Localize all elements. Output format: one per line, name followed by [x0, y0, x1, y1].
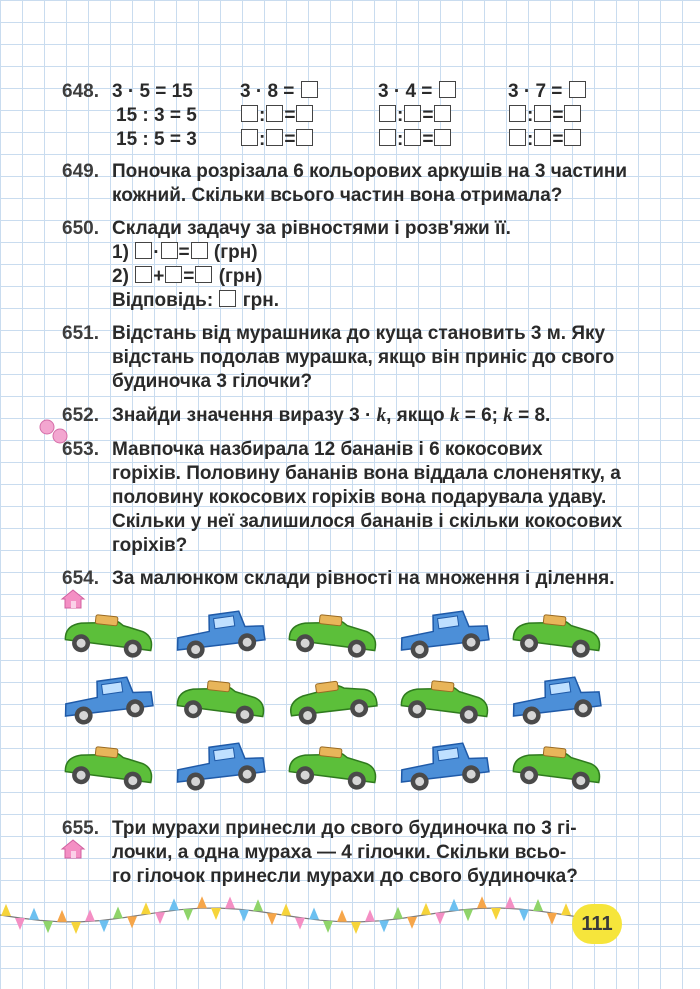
garland-flag [239, 910, 249, 922]
green-car-icon [288, 744, 378, 792]
garland-flag [169, 898, 179, 910]
garland-flag [561, 903, 571, 915]
green-car-icon [288, 612, 378, 660]
equation: 15 : 3 = 5 [116, 105, 197, 126]
garland-flag [407, 917, 417, 929]
green-car-icon [64, 612, 154, 660]
unit-label: грн. [242, 290, 280, 311]
eq-sign: = [284, 105, 296, 126]
garland-flag [337, 910, 347, 922]
garland-flag [141, 902, 151, 914]
garland-flag [57, 910, 67, 922]
eq-sign: = [178, 242, 190, 263]
answer-box[interactable] [564, 129, 581, 146]
task-intro: Склади задачу за рівностями і розв'яжи її. [112, 218, 511, 239]
answer-box[interactable] [241, 129, 258, 146]
answer-box[interactable] [296, 105, 313, 122]
garland-flag [393, 907, 403, 919]
answer-box[interactable] [195, 266, 212, 283]
equation: 15 : 5 = 3 [116, 129, 197, 150]
garland-flag [463, 909, 473, 921]
exercise-number: 655. [62, 818, 99, 839]
garland-flag [379, 920, 389, 932]
text-line: будиночка 3 гілочки? [112, 371, 313, 392]
div-sign: : [527, 129, 534, 150]
garland-flag [155, 912, 165, 924]
exercise-number: 651. [62, 323, 99, 344]
answer-box[interactable] [266, 105, 283, 122]
blue-car-icon [397, 740, 490, 793]
equation-row-1 [112, 241, 511, 265]
text-line: Скільки у неї залишилося бананів і скільки кокосових [112, 511, 623, 532]
text-line: лочки, а одна мураха — 4 гілочки. Скільки всьо- [112, 842, 567, 863]
div-sign: : [259, 129, 266, 150]
task-text: За малюнком склади рівності на множення і ділення. [112, 568, 615, 589]
garland-flag [491, 908, 501, 920]
garland-flag [309, 908, 319, 920]
equation: 3 · 4 = [378, 81, 433, 102]
exercise-number: 654. [62, 568, 99, 589]
answer-box[interactable] [241, 105, 258, 122]
eq-column-4 [508, 80, 587, 152]
plus-sign: + [153, 266, 165, 287]
garland-flag [547, 913, 557, 925]
eq-column-1 [112, 80, 197, 152]
garland-flag [421, 903, 431, 915]
garland-flag [113, 907, 123, 919]
answer-label: Відповідь: [112, 290, 214, 311]
answer-box[interactable] [135, 242, 152, 259]
text-line: кожний. Скільки всього частин вона отримала? [112, 185, 563, 206]
answer-box[interactable] [379, 129, 396, 146]
garland-flag [43, 921, 53, 933]
eq-sign: = [183, 266, 195, 287]
green-car-icon [64, 744, 154, 792]
garland-flag [99, 920, 109, 932]
garland-flag [281, 904, 291, 916]
flag-garland-decoration [0, 895, 580, 945]
equation: 3 · 5 = 15 [112, 81, 193, 102]
blue-car-icon [173, 740, 266, 793]
garland-flag [323, 921, 333, 933]
answer-box[interactable] [434, 105, 451, 122]
div-sign: : [397, 129, 404, 150]
unit-label: (грн) [213, 242, 258, 263]
garland-flag [71, 922, 81, 934]
garland-flag [533, 899, 543, 911]
div-sign: : [527, 105, 534, 126]
text-line: Три мурахи принесли до свого будиночка по 3 гі- [112, 818, 577, 839]
exercise-number: 652. [62, 405, 99, 426]
answer-row [112, 289, 511, 313]
garland-flag [477, 896, 487, 908]
green-car-icon [512, 612, 602, 660]
green-car-icon [400, 678, 490, 726]
green-car-icon [176, 678, 266, 726]
answer-box[interactable] [191, 242, 208, 259]
eq-sign: = [552, 129, 564, 150]
answer-box[interactable] [569, 81, 586, 98]
exercise-number: 653. [62, 439, 99, 460]
cars-picture [58, 604, 618, 802]
task-text: = 6; [464, 405, 499, 426]
answer-box[interactable] [534, 105, 551, 122]
garland-flag [435, 913, 445, 925]
blue-car-icon [173, 608, 266, 661]
answer-box[interactable] [379, 105, 396, 122]
answer-box[interactable] [296, 129, 313, 146]
task-text: , якщо [386, 405, 445, 426]
equation: 3 · 8 = [240, 81, 295, 102]
answer-box[interactable] [534, 129, 551, 146]
garland-flag [505, 896, 515, 908]
garland-flag [253, 899, 263, 911]
variable-k: k [449, 405, 460, 426]
answer-box[interactable] [509, 105, 526, 122]
text-line: горіхів. Половину бананів вона віддала слоненятку, а [112, 463, 621, 484]
text-line: відстань подолав мурашка, якщо він приніс до свого [112, 347, 615, 368]
garland-flag [211, 908, 221, 920]
eq-column-2 [240, 80, 319, 152]
answer-box[interactable] [564, 105, 581, 122]
garland-flag [295, 918, 305, 930]
equation-row-2 [112, 265, 511, 289]
text-line: Поночка розрізала 6 кольорових аркушів на 3 частини [112, 161, 628, 182]
blue-car-icon [61, 674, 154, 727]
exercise-number: 649. [62, 161, 99, 182]
blue-car-icon [509, 674, 602, 727]
variable-k: k [376, 405, 387, 426]
blue-car-icon [397, 608, 490, 661]
text-line: Мавпочка назбирала 12 бананів і 6 кокосових [112, 439, 543, 460]
answer-box[interactable] [165, 266, 182, 283]
exercise-number: 648. [62, 81, 99, 102]
garland-flag [197, 896, 207, 908]
garland-flag [351, 922, 361, 934]
variable-k: k [503, 405, 513, 426]
answer-box[interactable] [404, 129, 421, 146]
text-line: го гілочок принесли мурахи до свого будиночка? [112, 866, 578, 887]
div-sign: : [397, 105, 404, 126]
eq-sign: = [284, 129, 296, 150]
page-number: 111 [572, 904, 622, 944]
garland-flag [1, 904, 11, 916]
garland-flag [183, 909, 193, 921]
answer-box[interactable] [266, 129, 283, 146]
task-text: Знайди значення виразу 3 · [112, 405, 372, 426]
answer-box[interactable] [301, 81, 318, 98]
div-sign: : [259, 105, 266, 126]
garland-flag [29, 908, 39, 920]
garland-flag [519, 909, 529, 921]
answer-box[interactable] [219, 290, 236, 307]
text-line: горіхів? [112, 535, 188, 556]
mul-sign: · [153, 242, 160, 263]
exercise-number: 650. [62, 218, 99, 239]
exercise-648 [62, 80, 622, 156]
task-text: = 8. [518, 405, 551, 426]
answer-box[interactable] [404, 105, 421, 122]
garland-flag [365, 910, 375, 922]
unit-label: (грн) [218, 266, 263, 287]
garland-flag [85, 909, 95, 921]
row-prefix: 1) [112, 242, 129, 263]
green-car-icon [287, 676, 378, 727]
garland-flag [267, 913, 277, 925]
answer-box[interactable] [509, 129, 526, 146]
garland-flag [225, 897, 235, 909]
eq-sign: = [422, 105, 434, 126]
garland-flag [15, 918, 25, 930]
garland-flag [449, 899, 459, 911]
eq-sign: = [422, 129, 434, 150]
text-line: Відстань від мурашника до куща становить 3 м. Яку [112, 323, 606, 344]
green-car-icon [512, 744, 602, 792]
eq-sign: = [552, 105, 564, 126]
house-icon [60, 838, 86, 860]
answer-box[interactable] [439, 81, 456, 98]
equation: 3 · 7 = [508, 81, 563, 102]
garland-flag [127, 916, 137, 928]
text-line: половину кокосових горіхів вона подарувала удаву. [112, 487, 607, 508]
row-prefix: 2) [112, 266, 129, 287]
answer-box[interactable] [434, 129, 451, 146]
answer-box[interactable] [161, 242, 178, 259]
answer-box[interactable] [135, 266, 152, 283]
eq-column-3 [378, 80, 457, 152]
